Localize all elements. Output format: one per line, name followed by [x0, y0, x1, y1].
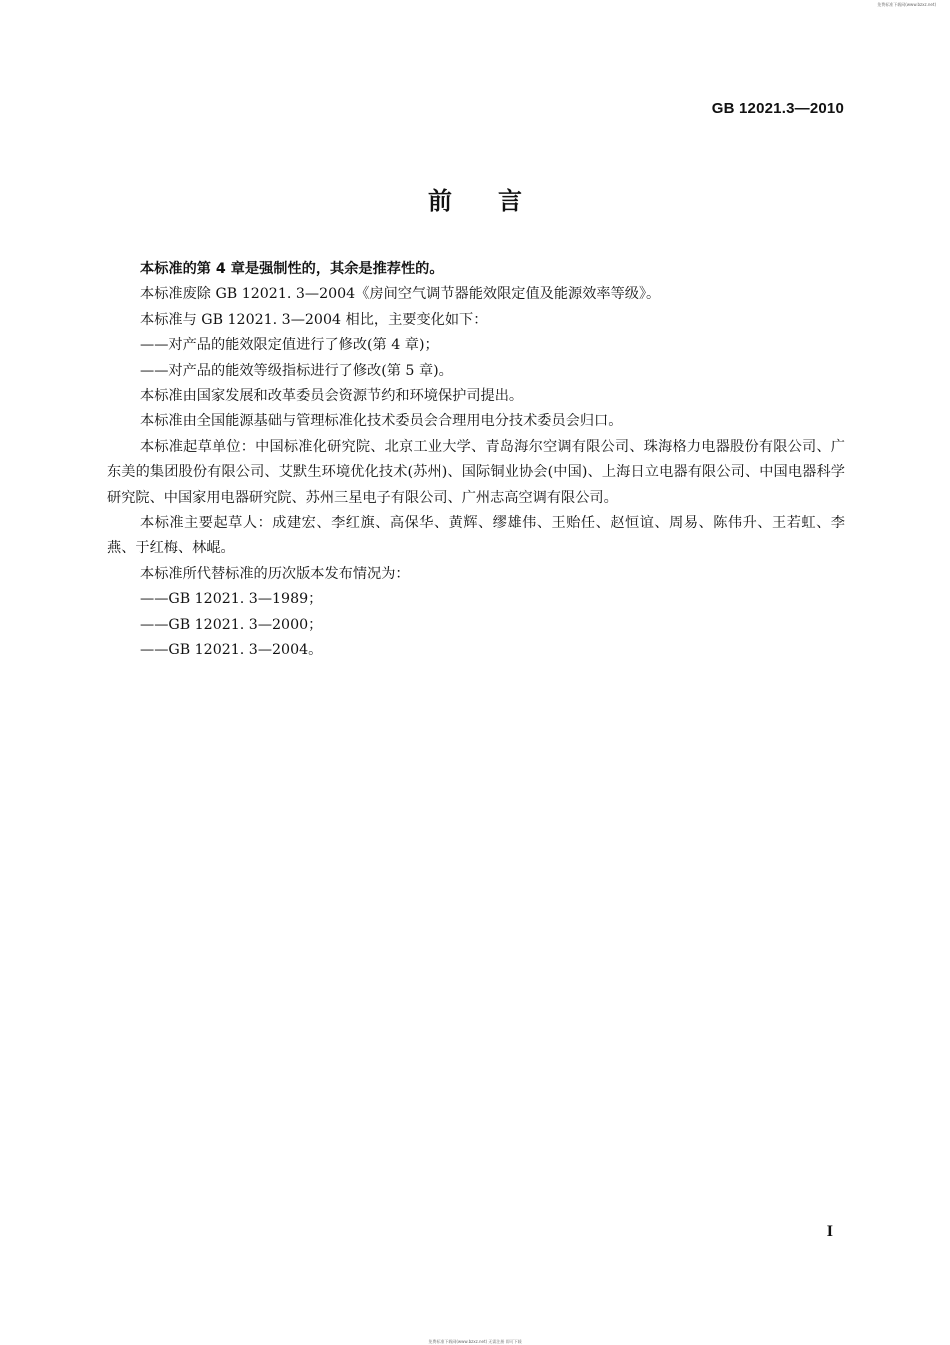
bottom-watermark-note: 免费标准下载网(www.bzxz.net) 无需注册 即可下载 — [428, 1339, 522, 1344]
document-body — [107, 257, 845, 664]
paragraph-version-history: 本标准所代替标准的历次版本发布情况为： — [140, 565, 410, 582]
paragraph-proposed-by: 本标准由国家发展和改革委员会资源节约和环境保护司提出。 — [140, 388, 524, 405]
list-item-version-2004: ——GB 12021. 3—2004。 — [140, 642, 323, 659]
paragraph-managed-by: 本标准由全国能源基础与管理标准化技术委员会合理用电分技术委员会归口。 — [140, 413, 623, 430]
paragraph-changes-intro: 本标准与 GB 12021. 3—2004 相比，主要变化如下： — [140, 311, 488, 328]
top-watermark-note: 免费标准下载网(www.bzxz.net) — [877, 2, 936, 7]
page-number: I — [826, 1223, 833, 1240]
list-item-version-2000: ——GB 12021. 3—2000； — [140, 616, 323, 633]
list-item-version-1989: ——GB 12021. 3—1989； — [140, 591, 323, 608]
paragraph-supersedes: 本标准废除 GB 12021. 3—2004《房间空气调节器能效限定值及能源效率等级》。 — [140, 286, 661, 303]
paragraph-drafters: 本标准主要起草人：成建宏、李红旗、高保华、黄辉、缪雄伟、王贻任、赵恒谊、周易、陈伟升、王若虹、李燕、于红梅、林崐。 — [107, 515, 845, 557]
list-item-change-1: ——对产品的能效限定值进行了修改(第 4 章)； — [140, 337, 439, 354]
list-item-change-2: ——对产品的能效等级指标进行了修改(第 5 章)。 — [140, 362, 453, 379]
mandatory-clause-statement: 本标准的第 4 章是强制性的，其余是推荐性的。 — [140, 261, 444, 277]
standard-number: GB 12021.3—2010 — [711, 100, 844, 117]
page-title: 前言 — [428, 187, 568, 215]
paragraph-drafting-units: 本标准起草单位：中国标准化研究院、北京工业大学、青岛海尔空调有限公司、珠海格力电器股份有限公司、广东美的集团股份有限公司、艾默生环境优化技术(苏州)、国际铜业协会(中国)、上海日立电器有限公司、中国电器科学研究院、中国家用电器研究院、苏州三星电子有限公司、广州志高空调有限公司。 — [107, 438, 845, 506]
